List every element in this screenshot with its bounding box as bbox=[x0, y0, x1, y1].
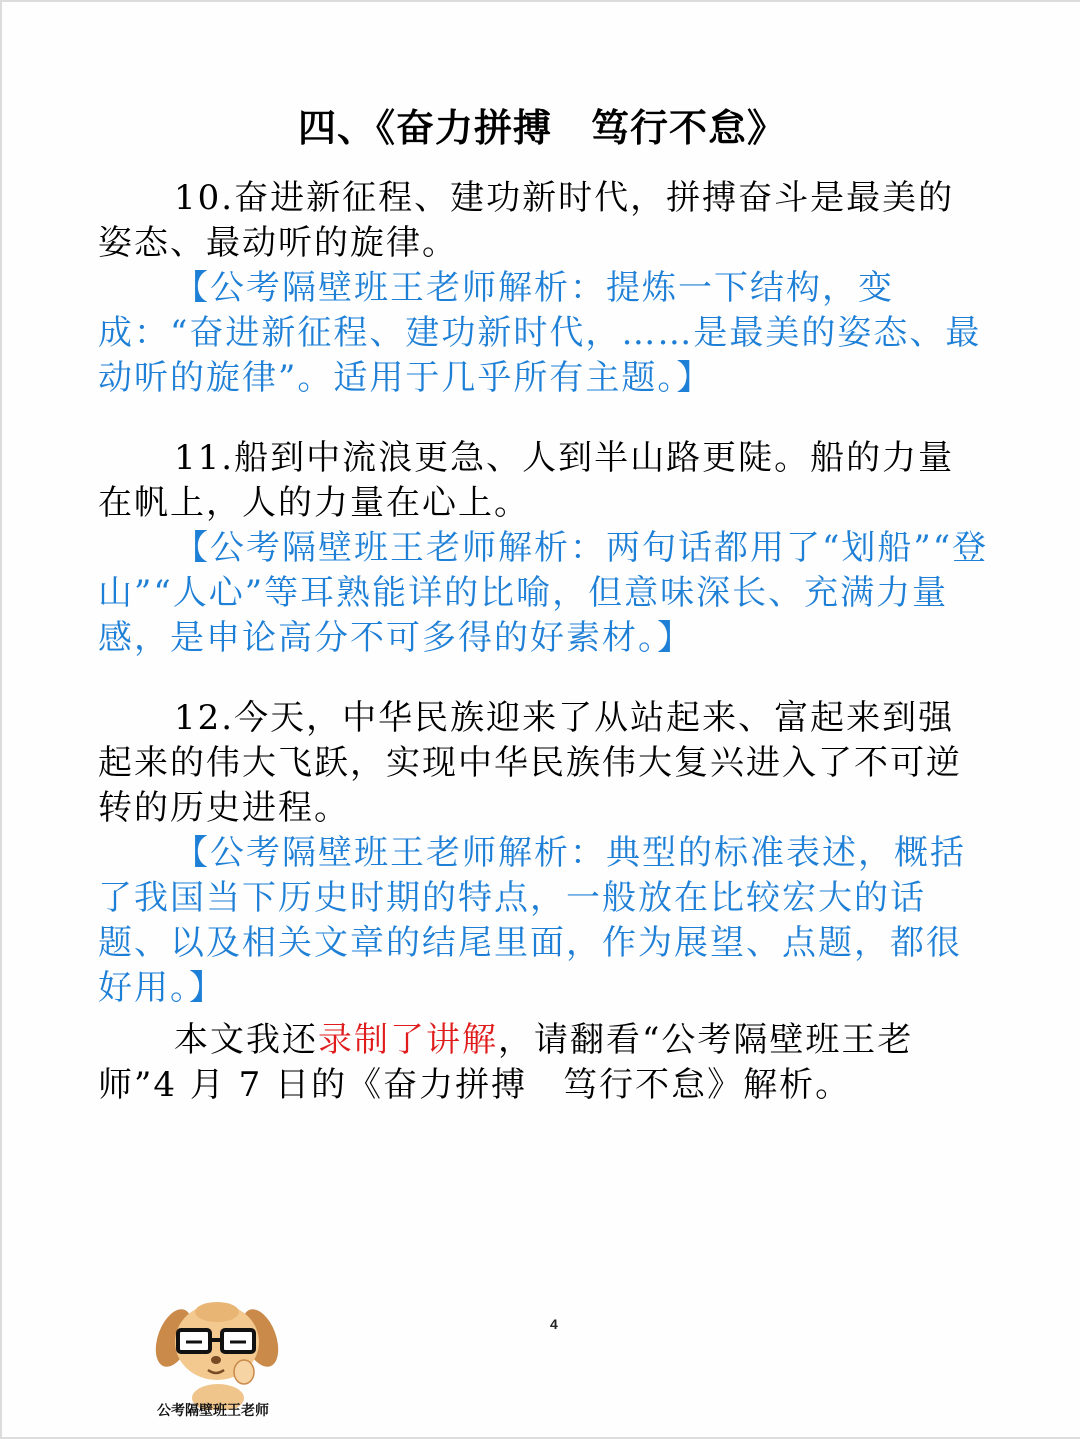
analysis-note: 【公考隔壁班王老师解析：典型的标准表述，概括了我国当下历史时期的特点，一般放在比较宏大的话题、以及相关文章的结尾里面，作为展望、点题，都很好用。】 bbox=[98, 833, 966, 1008]
closing-text-after: ，请翻看“公考隔壁班王老师”4 月 7 日的《奋力拼搏 笃行不怠》解析。 bbox=[98, 1020, 914, 1105]
quote-body: 今天，中华民族迎来了从站起来、富起来到强起来的伟大飞跃，实现中华民族伟大复兴进入了不可逆转的历史进程。 bbox=[98, 698, 962, 828]
quote-text bbox=[98, 176, 990, 266]
closing-paragraph bbox=[98, 1018, 990, 1108]
quote-body: 奋进新征程、建功新时代，拼搏奋斗是最美的姿态、最动听的旋律。 bbox=[98, 178, 955, 263]
quote-body: 船到中流浪更急、人到半山路更陡。船的力量在帆上，人的力量在心上。 bbox=[98, 438, 955, 523]
page-number: 4 bbox=[550, 1316, 558, 1332]
quote-number: 11. bbox=[174, 438, 235, 478]
page-title: 四、《奋力拼搏 笃行不怠》 bbox=[297, 105, 786, 150]
quote-number: 10. bbox=[174, 178, 235, 218]
quote-item-12 bbox=[98, 696, 990, 1011]
quote-text bbox=[98, 436, 990, 526]
quote-item-11 bbox=[98, 436, 990, 661]
quote-number: 12. bbox=[174, 698, 235, 738]
closing-highlight: 录制了讲解 bbox=[318, 1020, 498, 1060]
analysis-note: 【公考隔壁班王老师解析：两句话都用了“划船”“登山”“人心”等耳熟能详的比喻，但意味深长、充满力量感，是申论高分不可多得的好素材。】 bbox=[98, 528, 989, 658]
quote-item-10 bbox=[98, 176, 990, 401]
closing-text-before: 本文我还 bbox=[174, 1020, 318, 1060]
glasses-dog-mascot-icon bbox=[152, 1290, 282, 1410]
analysis-note: 【公考隔壁班王老师解析：提炼一下结构，变成：“奋进新征程、建功新时代，……是最美的姿态、最动听的旋律”。适用于几乎所有主题。】 bbox=[98, 268, 982, 398]
quote-text bbox=[98, 696, 990, 831]
mascot-caption: 公考隔壁班王老师 bbox=[157, 1402, 269, 1418]
